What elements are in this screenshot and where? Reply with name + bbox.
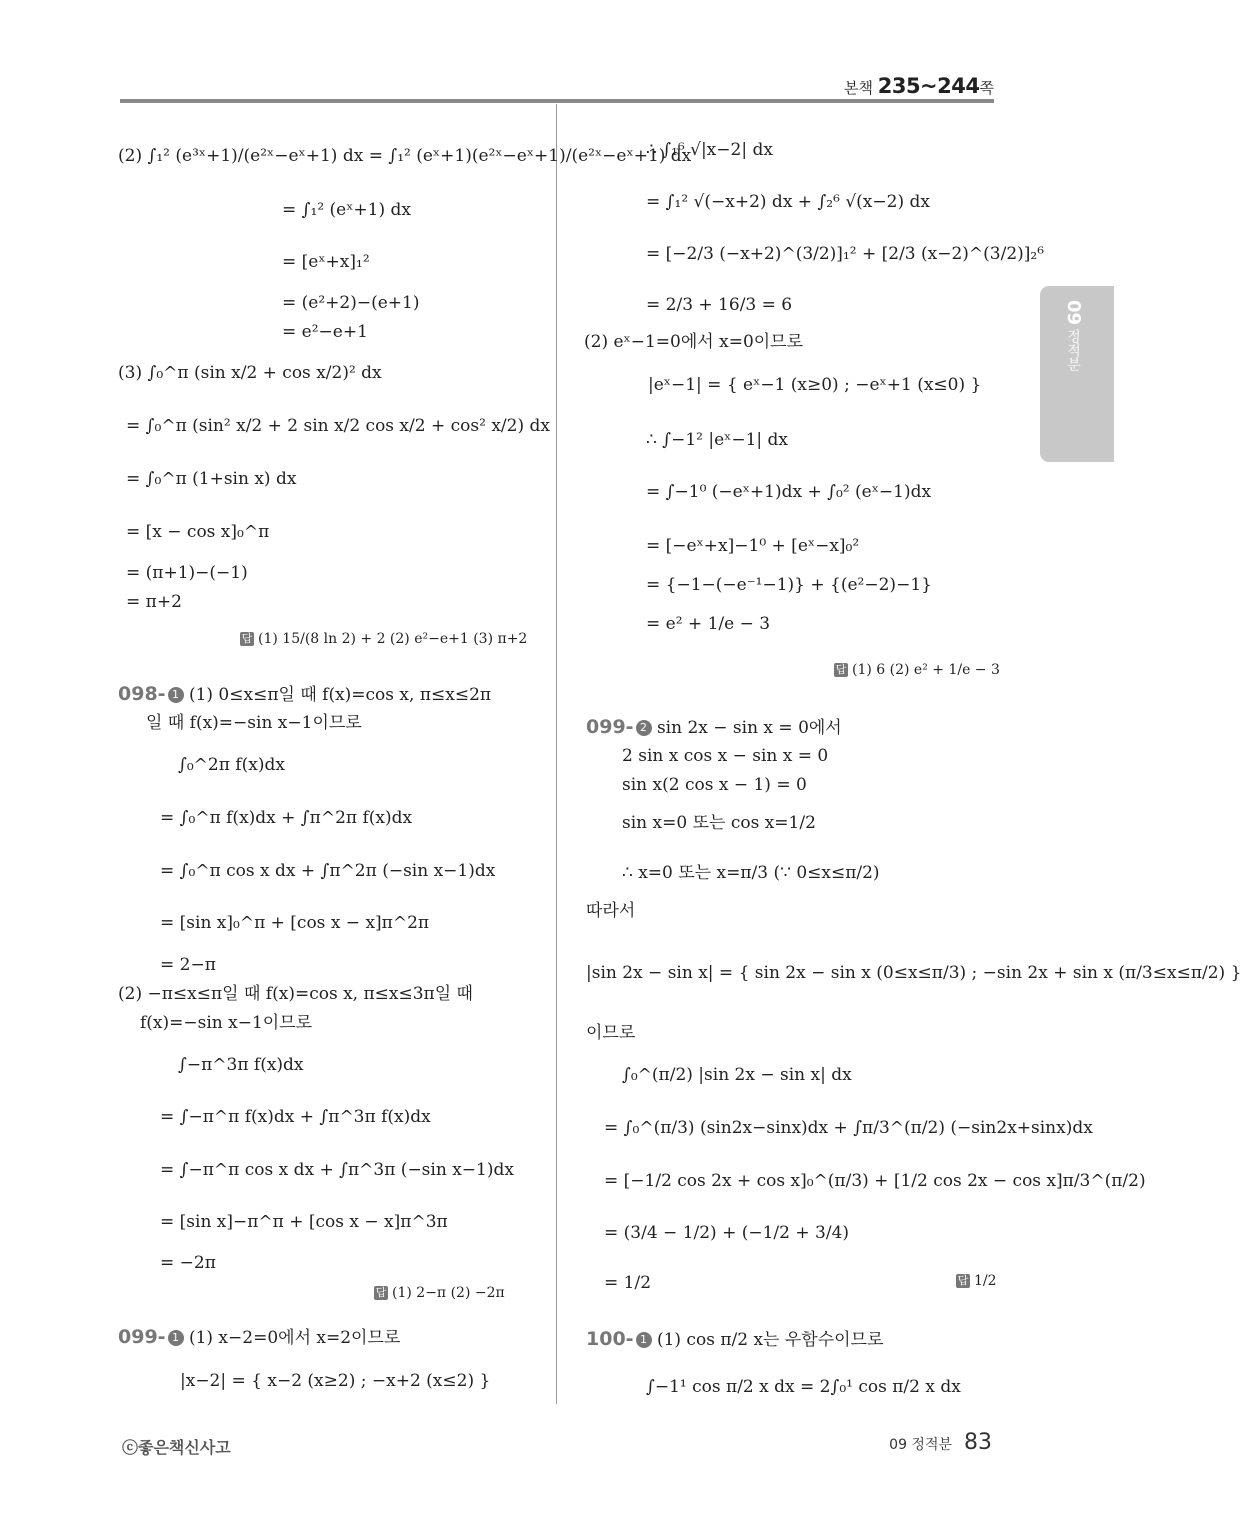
- number-badge: 1: [168, 687, 184, 703]
- problem-line: 099- 2 sin 2x − sin x = 0에서: [586, 716, 842, 738]
- chapter-label: 09 정적분: [889, 1437, 952, 1453]
- answer-box: 답 1/2: [957, 1273, 997, 1289]
- solution-line: = (e²+2)−(e+1): [282, 293, 420, 313]
- solution-line: |x−2| = { x−2 (x≥2) ; −x+2 (x≤2) }: [180, 1371, 491, 1391]
- solution-line: 2 sin x cos x − sin x = 0: [622, 746, 829, 766]
- problem-line: 100- 1 (1) cos π/2 x는 우함수이므로: [586, 1328, 884, 1350]
- answer-icon: 답: [957, 1274, 969, 1287]
- solution-line: = [−eˣ+x]−1⁰ + [eˣ−x]₀²: [646, 536, 860, 556]
- solution-line: ∴ ∫−1² |eˣ−1| dx: [646, 430, 789, 450]
- solution-line: sin x(2 cos x − 1) = 0: [622, 775, 807, 795]
- solution-line: = 2/3 + 16/3 = 6: [646, 295, 793, 315]
- page-number: 83: [964, 1430, 992, 1455]
- solution-line: = ∫−π^π cos x dx + ∫π^3π (−sin x−1)dx: [160, 1160, 514, 1180]
- solution-line: = 1/2: [604, 1273, 652, 1293]
- answer-box: 답 (1) 15/(8 ln 2) + 2 (2) e²−e+1 (3) π+2: [241, 631, 528, 647]
- number-badge: 2: [636, 720, 652, 736]
- solution-line: = ∫₀^π (sin² x/2 + 2 sin x/2 cos x/2 + cos² x/2) dx: [126, 416, 550, 436]
- solution-line: = 2−π: [160, 955, 216, 975]
- solution-line: = ∫−π^π f(x)dx + ∫π^3π f(x)dx: [160, 1107, 431, 1127]
- problem-number: 099-: [118, 1326, 166, 1348]
- page-footer: [889, 1430, 992, 1455]
- solution-line: = {−1−(−e⁻¹−1)} + {(e²−2)−1}: [646, 575, 932, 595]
- chapter-tab[interactable]: 09정적분: [1040, 286, 1114, 462]
- solution-line: = ∫₀^π (1+sin x) dx: [126, 469, 297, 489]
- solution-line: 이므로: [586, 1023, 636, 1043]
- solution-line: = e² + 1/e − 3: [646, 614, 771, 634]
- solution-line: = [sin x]−π^π + [cos x − x]π^3π: [160, 1212, 448, 1232]
- answer-box: 답 (1) 6 (2) e² + 1/e − 3: [835, 662, 1000, 678]
- solution-line: = ∫₁² (eˣ+1) dx: [282, 200, 412, 220]
- solution-line: = ∫₀^(π/3) (sin2x−sinx)dx + ∫π/3^(π/2) (−sin2x+sinx)dx: [604, 1118, 1093, 1138]
- solution-line: = e²−e+1: [282, 322, 368, 342]
- problem-number: 099-: [586, 716, 634, 738]
- solution-line: = [−2/3 (−x+2)^(3/2)]₁² + [2/3 (x−2)^(3/2)]₂⁶: [646, 244, 1045, 264]
- solution-line: ∫−1¹ cos π/2 x dx = 2∫₀¹ cos π/2 x dx: [646, 1377, 961, 1397]
- solution-line: f(x)=−sin x−1이므로: [140, 1013, 313, 1033]
- problem-line: 098- 1 (1) 0≤x≤π일 때 f(x)=cos x, π≤x≤2π: [118, 683, 492, 705]
- solution-line: ∫₀^(π/2) |sin 2x − sin x| dx: [622, 1065, 852, 1085]
- solution-line: (2) −π≤x≤π일 때 f(x)=cos x, π≤x≤3π일 때: [118, 984, 473, 1004]
- problem-line: 099- 1 (1) x−2=0에서 x=2이므로: [118, 1326, 401, 1348]
- solution-line: (2) eˣ−1=0에서 x=0이므로: [584, 332, 804, 352]
- solution-line: = π+2: [126, 592, 182, 612]
- solution-line: sin x=0 또는 cos x=1/2: [622, 813, 816, 833]
- answer-icon: 답: [375, 1286, 387, 1299]
- number-badge: 1: [168, 1330, 184, 1346]
- solution-line: = ∫−1⁰ (−eˣ+1)dx + ∫₀² (eˣ−1)dx: [646, 482, 932, 502]
- solution-line: |eˣ−1| = { eˣ−1 (x≥0) ; −eˣ+1 (x≤0) }: [648, 375, 982, 395]
- solution-line: |sin 2x − sin x| = { sin 2x − sin x (0≤x≤π/3) ; −sin 2x + sin x (π/3≤x≤π/2) }: [586, 963, 1241, 983]
- header-rule: [120, 99, 994, 103]
- solution-line: = [eˣ+x]₁²: [282, 252, 370, 272]
- answer-box: 답 (1) 2−π (2) −2π: [375, 1285, 505, 1301]
- solution-line: (2) ∫₁² (e³ˣ+1)/(e²ˣ−eˣ+1) dx = ∫₁² (eˣ+1)(e²ˣ−eˣ+1)/(e²ˣ−eˣ+1) dx: [118, 146, 692, 166]
- solution-line: = ∫₀^π f(x)dx + ∫π^2π f(x)dx: [160, 808, 413, 828]
- answer-icon: 답: [835, 663, 847, 676]
- solution-line: = ∫₁² √(−x+2) dx + ∫₂⁶ √(x−2) dx: [646, 192, 930, 212]
- solution-line: = [−1/2 cos 2x + cos x]₀^(π/3) + [1/2 cos 2x − cos x]π/3^(π/2): [604, 1171, 1146, 1191]
- solution-line: = ∫₀^π cos x dx + ∫π^2π (−sin x−1)dx: [160, 861, 496, 881]
- solution-line: = [sin x]₀^π + [cos x − x]π^2π: [160, 913, 430, 933]
- solution-line: ∫₀^2π f(x)dx: [178, 755, 285, 775]
- problem-number: 100-: [586, 1328, 634, 1350]
- solution-line: 따라서: [586, 901, 636, 921]
- solution-line: (3) ∫₀^π (sin x/2 + cos x/2)² dx: [118, 363, 382, 383]
- problem-number: 098-: [118, 683, 166, 705]
- solution-line: = [x − cos x]₀^π: [126, 522, 270, 542]
- answer-icon: 답: [241, 632, 253, 645]
- page-header: 본책 235~244쪽: [843, 74, 994, 98]
- solution-line: = (π+1)−(−1): [126, 563, 248, 583]
- column-divider: [556, 104, 557, 1404]
- number-badge: 1: [636, 1332, 652, 1348]
- publisher-logo: ⓒ좋은책신사고: [122, 1438, 231, 1457]
- solution-line: ∴ ∫₁⁶ √|x−2| dx: [646, 140, 773, 160]
- solution-line: = (3/4 − 1/2) + (−1/2 + 3/4): [604, 1223, 850, 1243]
- solution-line: ∫−π^3π f(x)dx: [178, 1055, 304, 1075]
- solution-line: 일 때 f(x)=−sin x−1이므로: [146, 713, 362, 733]
- solution-line: ∴ x=0 또는 x=π/3 (∵ 0≤x≤π/2): [622, 863, 880, 883]
- solution-line: = −2π: [160, 1253, 216, 1273]
